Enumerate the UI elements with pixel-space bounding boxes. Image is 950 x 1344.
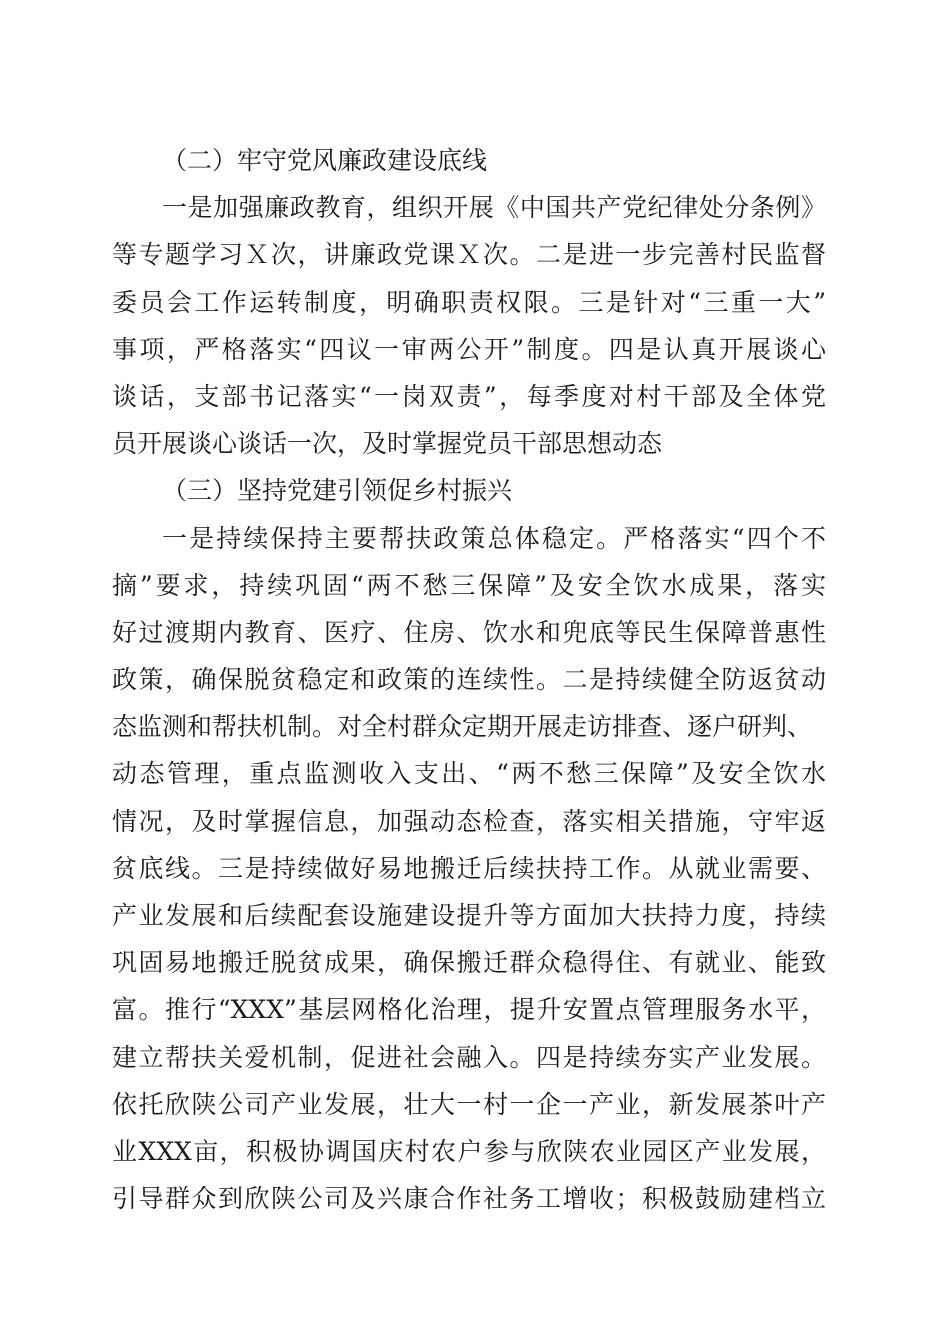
paragraph-line: 摘”要求，持续巩固“两不愁三保障”及安全饮水成果，落实 (112, 570, 826, 600)
section-heading-3: （三）坚持党建引领促乡村振兴 (162, 476, 513, 506)
paragraph-line: 好过渡期内教育、医疗、住房、饮水和兜底等民生保障普惠性 (112, 617, 826, 647)
paragraph-line: 引导群众到欣陕公司及兴康合作社务工增收；积极鼓励建档立 (112, 1184, 826, 1214)
paragraph-line: 谈话，支部书记落实“一岗双责”，每季度对村干部及全体党 (112, 381, 826, 411)
paragraph-line: 业XXX亩，积极协调国庆村农户参与欣陕农业园区产业发展， (112, 1136, 826, 1166)
paragraph-line: 贫底线。三是持续做好易地搬迁后续扶持工作。从就业需要、 (112, 853, 826, 883)
paragraph-line: 动态管理，重点监测收入支出、“两不愁三保障”及安全饮水 (112, 759, 826, 789)
paragraph-line: 一是持续保持主要帮扶政策总体稳定。严格落实“四个不 (162, 523, 826, 553)
paragraph-line: 事项，严格落实“四议一审两公开”制度。四是认真开展谈心 (112, 334, 826, 364)
document-body (112, 137, 826, 1222)
paragraph-line: 委员会工作运转制度，明确职责权限。三是针对“三重一大” (112, 287, 826, 317)
paragraph-line: 建立帮扶关爱机制，促进社会融入。四是持续夯实产业发展。 (112, 1042, 826, 1072)
paragraph-line: 态监测和帮扶机制。对全村群众定期开展走访排查、逐户研判、 (112, 712, 813, 742)
section-heading-2: （二）牢守党风廉政建设底线 (162, 146, 488, 175)
paragraph-line: 员开展谈心谈话一次，及时掌握党员干部思想动态 (112, 429, 663, 459)
paragraph-line: 依托欣陕公司产业发展，壮大一村一企一产业，新发展茶叶产 (112, 1089, 826, 1119)
paragraph-line: 巩固易地搬迁脱贫成果，确保搬迁群众稳得住、有就业、能致 (112, 948, 826, 978)
paragraph-line: 政策，确保脱贫稳定和政策的连续性。二是持续健全防返贫动 (112, 665, 826, 695)
paragraph-line: 富。推行“XXX”基层网格化治理，提升安置点管理服务水平， (112, 995, 826, 1025)
paragraph-line: 情况，及时掌握信息，加强动态检查，落实相关措施，守牢返 (112, 806, 826, 836)
paragraph-line: 产业发展和后续配套设施建设提升等方面加大扶持力度，持续 (112, 901, 826, 930)
paragraph-line: 等专题学习Ｘ次，讲廉政党课Ｘ次。二是进一步完善村民监督 (112, 240, 826, 270)
paragraph-line: 一是加强廉政教育，组织开展《中国共产党纪律处分条例》 (162, 193, 826, 223)
